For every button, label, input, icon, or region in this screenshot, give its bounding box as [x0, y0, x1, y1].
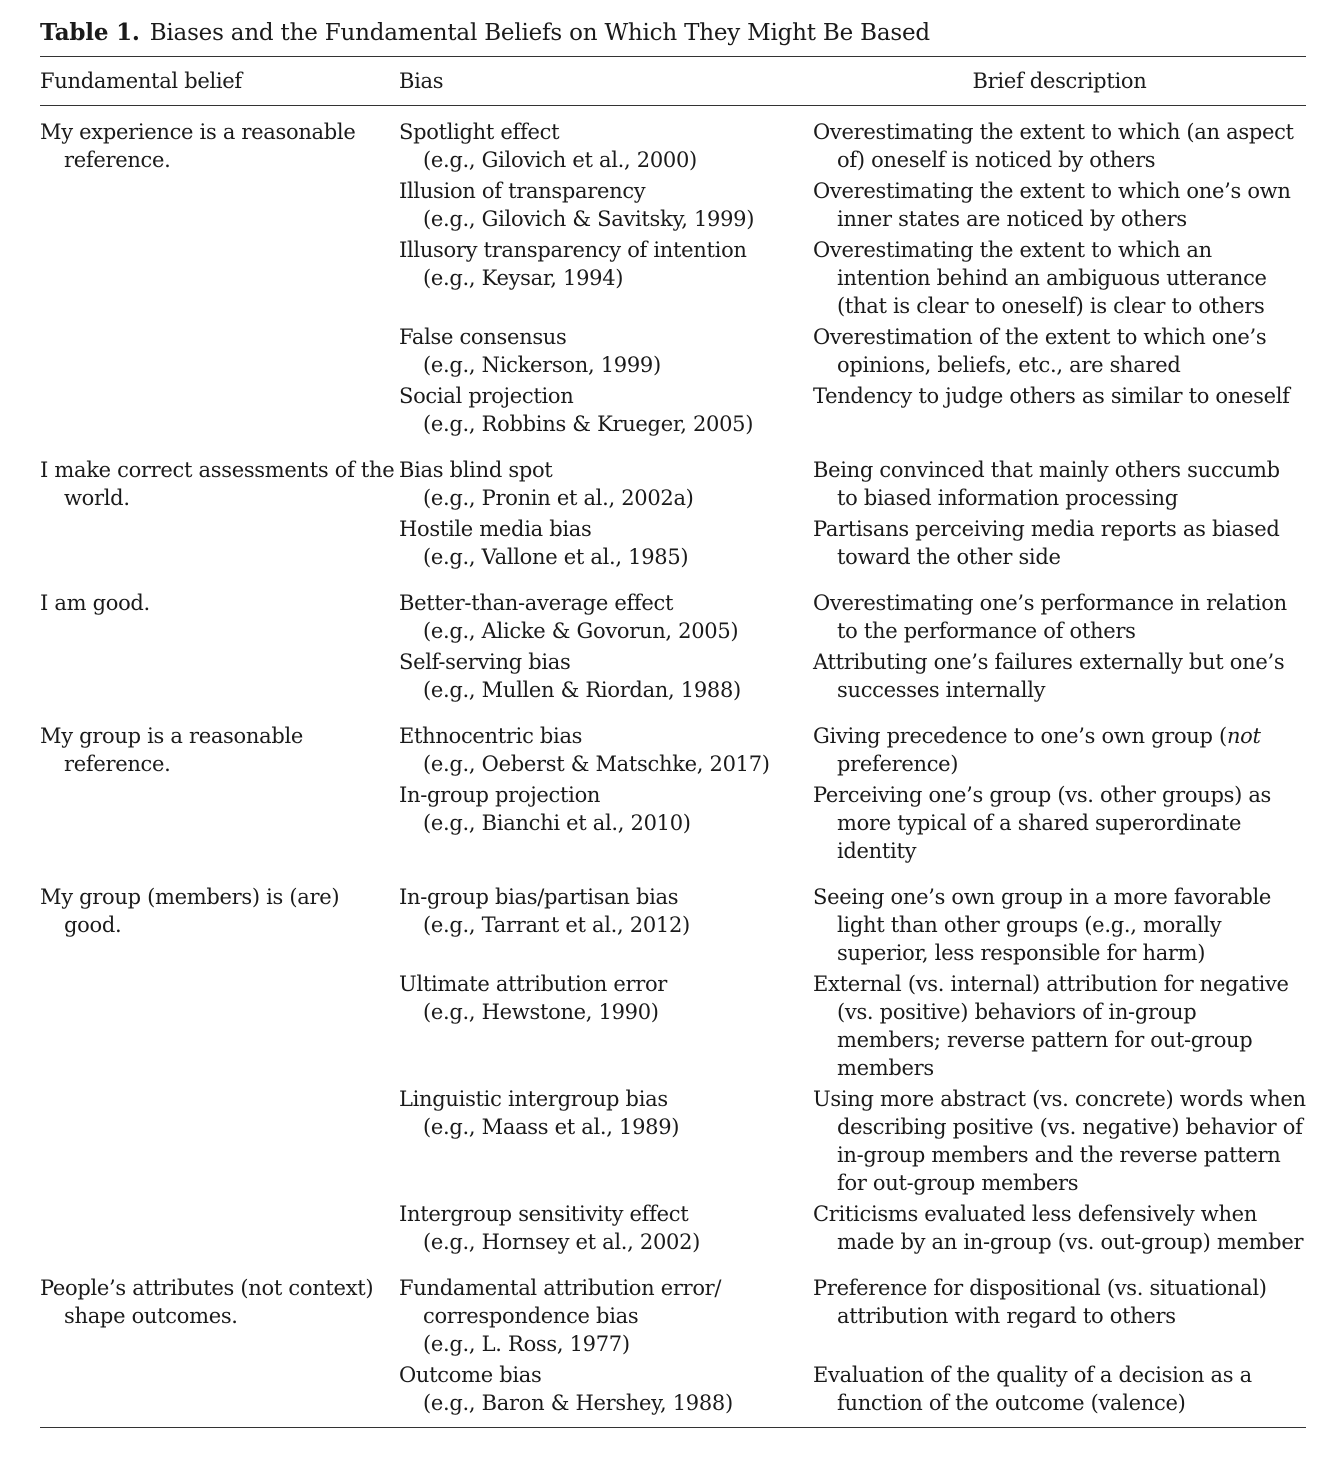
- description-cell: [813, 323, 1306, 379]
- description-text: Perceiving one’s group (vs. other groups) as more typical of a shared superordinate identity: [813, 783, 1272, 863]
- description-cell: [813, 1085, 1306, 1197]
- belief-text: I am good.: [40, 591, 150, 615]
- bias-table: [40, 57, 1306, 1427]
- description-emphasis: not: [1226, 724, 1261, 748]
- bias-name: Better-than-average effect: [399, 591, 674, 615]
- bias-cell: [399, 236, 813, 320]
- belief-cell: [40, 883, 399, 967]
- table-row: [40, 106, 1306, 175]
- header-row: [40, 57, 1306, 106]
- bias-citation: (e.g., Mullen & Riordan, 1988): [423, 678, 741, 702]
- bias-citation: (e.g., L. Ross, 1977): [423, 1332, 630, 1356]
- table-row: [40, 1200, 1306, 1256]
- table-body: [40, 106, 1306, 1428]
- bias-citation: (e.g., Baron & Hershey, 1988): [423, 1391, 733, 1415]
- bias-cell: [399, 781, 813, 865]
- group-spacer: [40, 571, 1306, 589]
- description-text: Being convinced that mainly others succumb to biased information processing: [813, 458, 1280, 510]
- bias-name: Bias blind spot: [399, 458, 553, 482]
- description-text: Seeing one’s own group in a more favorable light than other groups (e.g., morally superior, less responsible for harm): [813, 885, 1272, 965]
- description-text: Attributing one’s failures externally but one’s successes internally: [813, 650, 1285, 702]
- bias-cell: [399, 1085, 813, 1197]
- group-spacer: [40, 865, 1306, 883]
- bias-cell: [399, 382, 813, 438]
- belief-cell: [40, 382, 399, 438]
- bias-citation: (e.g., Oeberst & Matschke, 2017): [423, 752, 770, 776]
- bias-cell: [399, 589, 813, 645]
- bias-citation: (e.g., Bianchi et al., 2010): [423, 811, 691, 835]
- belief-cell: [40, 970, 399, 1082]
- description-text: Overestimating the extent to which one’s own inner states are noticed by others: [813, 179, 1291, 231]
- description-cell: [813, 1274, 1306, 1358]
- bias-name: In-group bias/partisan bias: [399, 885, 679, 909]
- bias-citation: (e.g., Gilovich et al., 2000): [423, 148, 697, 172]
- belief-cell: [40, 106, 399, 175]
- bias-name: Linguistic intergroup bias: [399, 1087, 668, 1111]
- belief-cell: [40, 1274, 399, 1358]
- description-cell: [813, 1361, 1306, 1417]
- description-cell: [813, 515, 1306, 571]
- table-page: [40, 16, 1306, 1428]
- description-text: Overestimation of the extent to which one’s opinions, beliefs, etc., are shared: [813, 325, 1267, 377]
- bias-name: Social projection: [399, 384, 574, 408]
- description-cell: [813, 781, 1306, 865]
- description-text: Criticisms evaluated less defensively when made by an in-group (vs. out-group) member: [813, 1202, 1304, 1254]
- belief-cell: [40, 648, 399, 704]
- description-cell: [813, 1200, 1306, 1256]
- bias-name: Hostile media bias: [399, 517, 592, 541]
- group-spacer: [40, 704, 1306, 722]
- group-spacer: [40, 438, 1306, 456]
- bias-citation: (e.g., Hornsey et al., 2002): [423, 1230, 701, 1254]
- table-row: [40, 970, 1306, 1082]
- bottom-rule: [40, 1427, 1306, 1428]
- bias-cell: [399, 883, 813, 967]
- belief-cell: [40, 515, 399, 571]
- description-cell: [813, 456, 1306, 512]
- description-cell: [813, 648, 1306, 704]
- bias-name: Ethnocentric bias: [399, 724, 583, 748]
- bias-cell: [399, 648, 813, 704]
- table-row: [40, 323, 1306, 379]
- bias-cell: [399, 106, 813, 175]
- bias-citation: (e.g., Vallone et al., 1985): [423, 545, 689, 569]
- bias-citation: (e.g., Maass et al., 1989): [423, 1115, 680, 1139]
- description-cell: [813, 883, 1306, 967]
- bias-cell: [399, 1361, 813, 1417]
- bias-citation: (e.g., Alicke & Govorun, 2005): [423, 619, 739, 643]
- belief-cell: [40, 177, 399, 233]
- table-row: [40, 781, 1306, 865]
- description-text: Partisans perceiving media reports as biased toward the other side: [813, 517, 1280, 569]
- belief-text: My group is a reasonable reference.: [40, 724, 304, 776]
- bias-citation: (e.g., Nickerson, 1999): [423, 353, 661, 377]
- table-row: [40, 883, 1306, 967]
- bias-name: Intergroup sensitivity effect: [399, 1202, 689, 1226]
- bias-cell: [399, 177, 813, 233]
- end-spacer: [40, 1417, 1306, 1427]
- bias-citation: (e.g., Tarrant et al., 2012): [423, 913, 690, 937]
- belief-text: People’s attributes (not context) shape outcomes.: [40, 1276, 374, 1328]
- bias-name: Self-serving bias: [399, 650, 571, 674]
- bias-cell: [399, 1274, 813, 1358]
- description-text: Overestimating the extent to which an intention behind an ambiguous utterance (that is clear to oneself) is clear to others: [813, 238, 1267, 318]
- description-part: preference): [837, 752, 959, 776]
- description-text: [813, 722, 1306, 778]
- table-row: [40, 648, 1306, 704]
- bias-name: Fundamental attribution error/ correspondence bias: [399, 1276, 722, 1328]
- description-text: Evaluation of the quality of a decision as a function of the outcome (valence): [813, 1363, 1252, 1415]
- header-description: Brief description: [813, 57, 1306, 106]
- bias-name: Illusion of transparency: [399, 179, 646, 203]
- bias-name: Spotlight effect: [399, 120, 560, 144]
- description-text: External (vs. internal) attribution for negative (vs. positive) behaviors of in-group members; reverse pattern for out-group members: [813, 972, 1289, 1080]
- bias-name: Illusory transparency of intention: [399, 238, 747, 262]
- description-text: Overestimating the extent to which (an aspect of) oneself is noticed by others: [813, 120, 1294, 172]
- description-cell: [813, 970, 1306, 1082]
- bias-cell: [399, 970, 813, 1082]
- header-belief: Fundamental belief: [40, 57, 399, 106]
- table-row: [40, 236, 1306, 320]
- table-label: Table 1.: [40, 19, 140, 46]
- bias-name: In-group projection: [399, 783, 601, 807]
- bias-cell: [399, 323, 813, 379]
- belief-cell: [40, 236, 399, 320]
- belief-cell: [40, 456, 399, 512]
- table-row: [40, 177, 1306, 233]
- bias-cell: [399, 1200, 813, 1256]
- description-cell: [813, 177, 1306, 233]
- belief-cell: [40, 722, 399, 778]
- bias-citation: (e.g., Robbins & Krueger, 2005): [423, 412, 754, 436]
- header-bias: Bias: [399, 57, 813, 106]
- description-cell: [813, 722, 1306, 778]
- belief-cell: [40, 323, 399, 379]
- belief-cell: [40, 1200, 399, 1256]
- group-spacer: [40, 1256, 1306, 1274]
- bias-citation: (e.g., Pronin et al., 2002a): [423, 486, 694, 510]
- table-row: [40, 589, 1306, 645]
- bias-name: False consensus: [399, 325, 567, 349]
- table-row: [40, 382, 1306, 438]
- table-row: [40, 456, 1306, 512]
- belief-cell: [40, 1361, 399, 1417]
- bias-citation: (e.g., Hewstone, 1990): [423, 1000, 659, 1024]
- belief-cell: [40, 589, 399, 645]
- description-cell: [813, 589, 1306, 645]
- table-row: [40, 1361, 1306, 1417]
- belief-cell: [40, 1085, 399, 1197]
- description-part: Giving precedence to one’s own group (: [813, 724, 1227, 748]
- bias-cell: [399, 722, 813, 778]
- table-row: [40, 1085, 1306, 1197]
- table-row: [40, 1274, 1306, 1358]
- description-text: Using more abstract (vs. concrete) words when describing positive (vs. negative) behavior of in-group members and the reverse pattern for out-group members: [813, 1087, 1306, 1195]
- bias-citation: (e.g., Gilovich & Savitsky, 1999): [423, 207, 755, 231]
- table-row: [40, 722, 1306, 778]
- belief-text: I make correct assessments of the world.: [40, 458, 395, 510]
- description-cell: [813, 382, 1306, 438]
- belief-text: My experience is a reasonable reference.: [40, 120, 356, 172]
- table-caption: [40, 16, 1306, 56]
- bias-cell: [399, 456, 813, 512]
- description-cell: [813, 106, 1306, 175]
- table-row: [40, 515, 1306, 571]
- table-title: Biases and the Fundamental Beliefs on Which They Might Be Based: [149, 20, 930, 46]
- description-text: Tendency to judge others as similar to oneself: [813, 384, 1290, 408]
- description-text: Preference for dispositional (vs. situational) attribution with regard to others: [813, 1276, 1267, 1328]
- description-text: Overestimating one’s performance in relation to the performance of others: [813, 591, 1287, 643]
- belief-text: My group (members) is (are) good.: [40, 885, 340, 937]
- bias-citation: (e.g., Keysar, 1994): [423, 266, 624, 290]
- bias-name: Outcome bias: [399, 1363, 542, 1387]
- bias-name: Ultimate attribution error: [399, 972, 668, 996]
- description-cell: [813, 236, 1306, 320]
- bias-cell: [399, 515, 813, 571]
- belief-cell: [40, 781, 399, 865]
